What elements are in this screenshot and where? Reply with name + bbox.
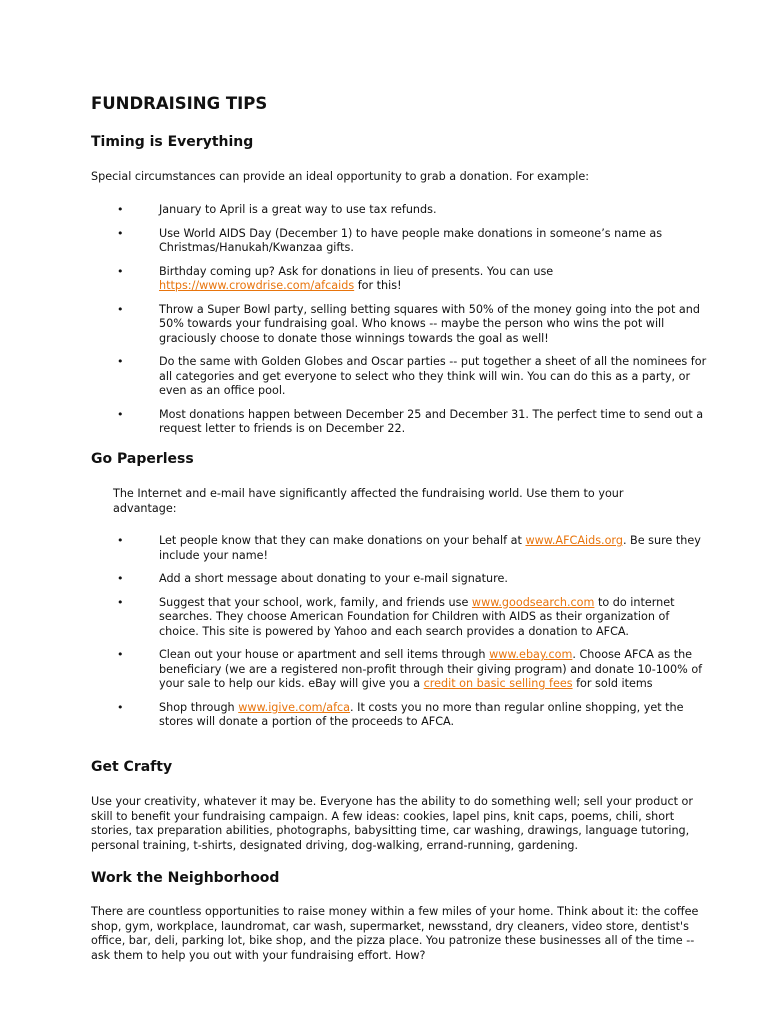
- list-item: • Throw a Super Bowl party, selling betting squares with 50% of the money going into the pot and 50% towards your fundraising goal. Who knows -- maybe the person who wins the pot will graciously choose to donate those winnings towards the goal as well!: [117, 303, 707, 347]
- section-heading-crafty: Get Crafty: [91, 759, 173, 775]
- list-item: • Clean out your house or apartment and sell items through www.ebay.com. Choose AFCA as the beneficiary (we are a registered non-profit through their giving program) and donate 10-100% of your sale to help our kids. eBay will give you a credit on basic selling fees for sold items: [117, 648, 707, 692]
- crafty-body: Use your creativity, whatever it may be. Everyone has the ability to do something well; sell your product or skill to benefit your fundraising campaign. A few ideas: cookies, lapel pins, knit caps, poems, chili, short stories, tax preparation abilities, photographs, babysitting time, car washing, drawings, language tutoring, personal training, t-shirts, designated driving, dog-walking, errand-running, gardening.: [91, 795, 693, 852]
- paperless-intro: The Internet and e-mail have significantly affected the fundraising world. Use them to your advantage:: [113, 487, 624, 515]
- goodsearch-link[interactable]: www.goodsearch.com: [471, 595, 595, 609]
- paperless-list: [117, 534, 707, 739]
- list-item: • January to April is a great way to use tax refunds.: [117, 203, 707, 218]
- selling-fees-link[interactable]: credit on basic selling fees: [423, 677, 573, 690]
- list-item: • Suggest that your school, work, family, and friends use www.goodsearch.com to do internet searches. They choose American Foundation for Children with AIDS as their organization of choice. This site is powered by Yahoo and each search provides a donation to AFCA.: [117, 596, 707, 640]
- list-item: • Use World AIDS Day (December 1) to have people make donations in someone’s name as Christmas/Hanukah/Kwanzaa gifts.: [117, 227, 707, 256]
- list-item: • Add a short message about donating to your e-mail signature.: [117, 572, 707, 587]
- section-heading-neighborhood: Work the Neighborhood: [91, 870, 280, 886]
- afcaids-link[interactable]: www.AFCAids.org: [525, 534, 623, 547]
- list-item: • Birthday coming up? Ask for donations in lieu of presents. You can use https://www.crowdrise.com/afcaids for this!: [117, 265, 707, 294]
- timing-intro: Special circumstances can provide an ideal opportunity to grab a donation. For example:: [91, 170, 590, 183]
- list-item: • Do the same with Golden Globes and Oscar parties -- put together a sheet of all the nominees for all categories and get everyone to select who they think will win. You can do this as a party, or even as an office pool.: [117, 355, 707, 399]
- neighborhood-body: There are countless opportunities to raise money within a few miles of your home. Think about it: the coffee shop, gym, workplace, laundromat, car wash, supermarket, newsstand, dry cleaners, video store, dentist's office, bar, deli, parking lot, bike shop, and the pizza place. You patronize these businesses all of the time -- ask them to help you out with your fundraising effort. How?: [91, 905, 699, 962]
- section-heading-paperless: Go Paperless: [91, 451, 194, 467]
- crowdrise-link[interactable]: https://www.crowdrise.com/afcaids: [159, 279, 355, 292]
- list-item: • Let people know that they can make donations on your behalf at www.AFCAids.org. Be sure they include your name!: [117, 534, 707, 563]
- page-title: FUNDRAISING TIPS: [91, 94, 268, 113]
- list-item: • Shop through www.igive.com/afca. It costs you no more than regular online shopping, yet the stores will donate a portion of the proceeds to AFCA.: [117, 701, 707, 730]
- list-item: • Most donations happen between December 25 and December 31. The perfect time to send out a request letter to friends is on December 22.: [117, 408, 707, 437]
- igive-link[interactable]: www.igive.com/afca: [238, 700, 351, 714]
- ebay-link[interactable]: www.ebay.com: [489, 648, 573, 661]
- timing-list: [117, 203, 707, 446]
- section-heading-timing: Timing is Everything: [91, 134, 254, 150]
